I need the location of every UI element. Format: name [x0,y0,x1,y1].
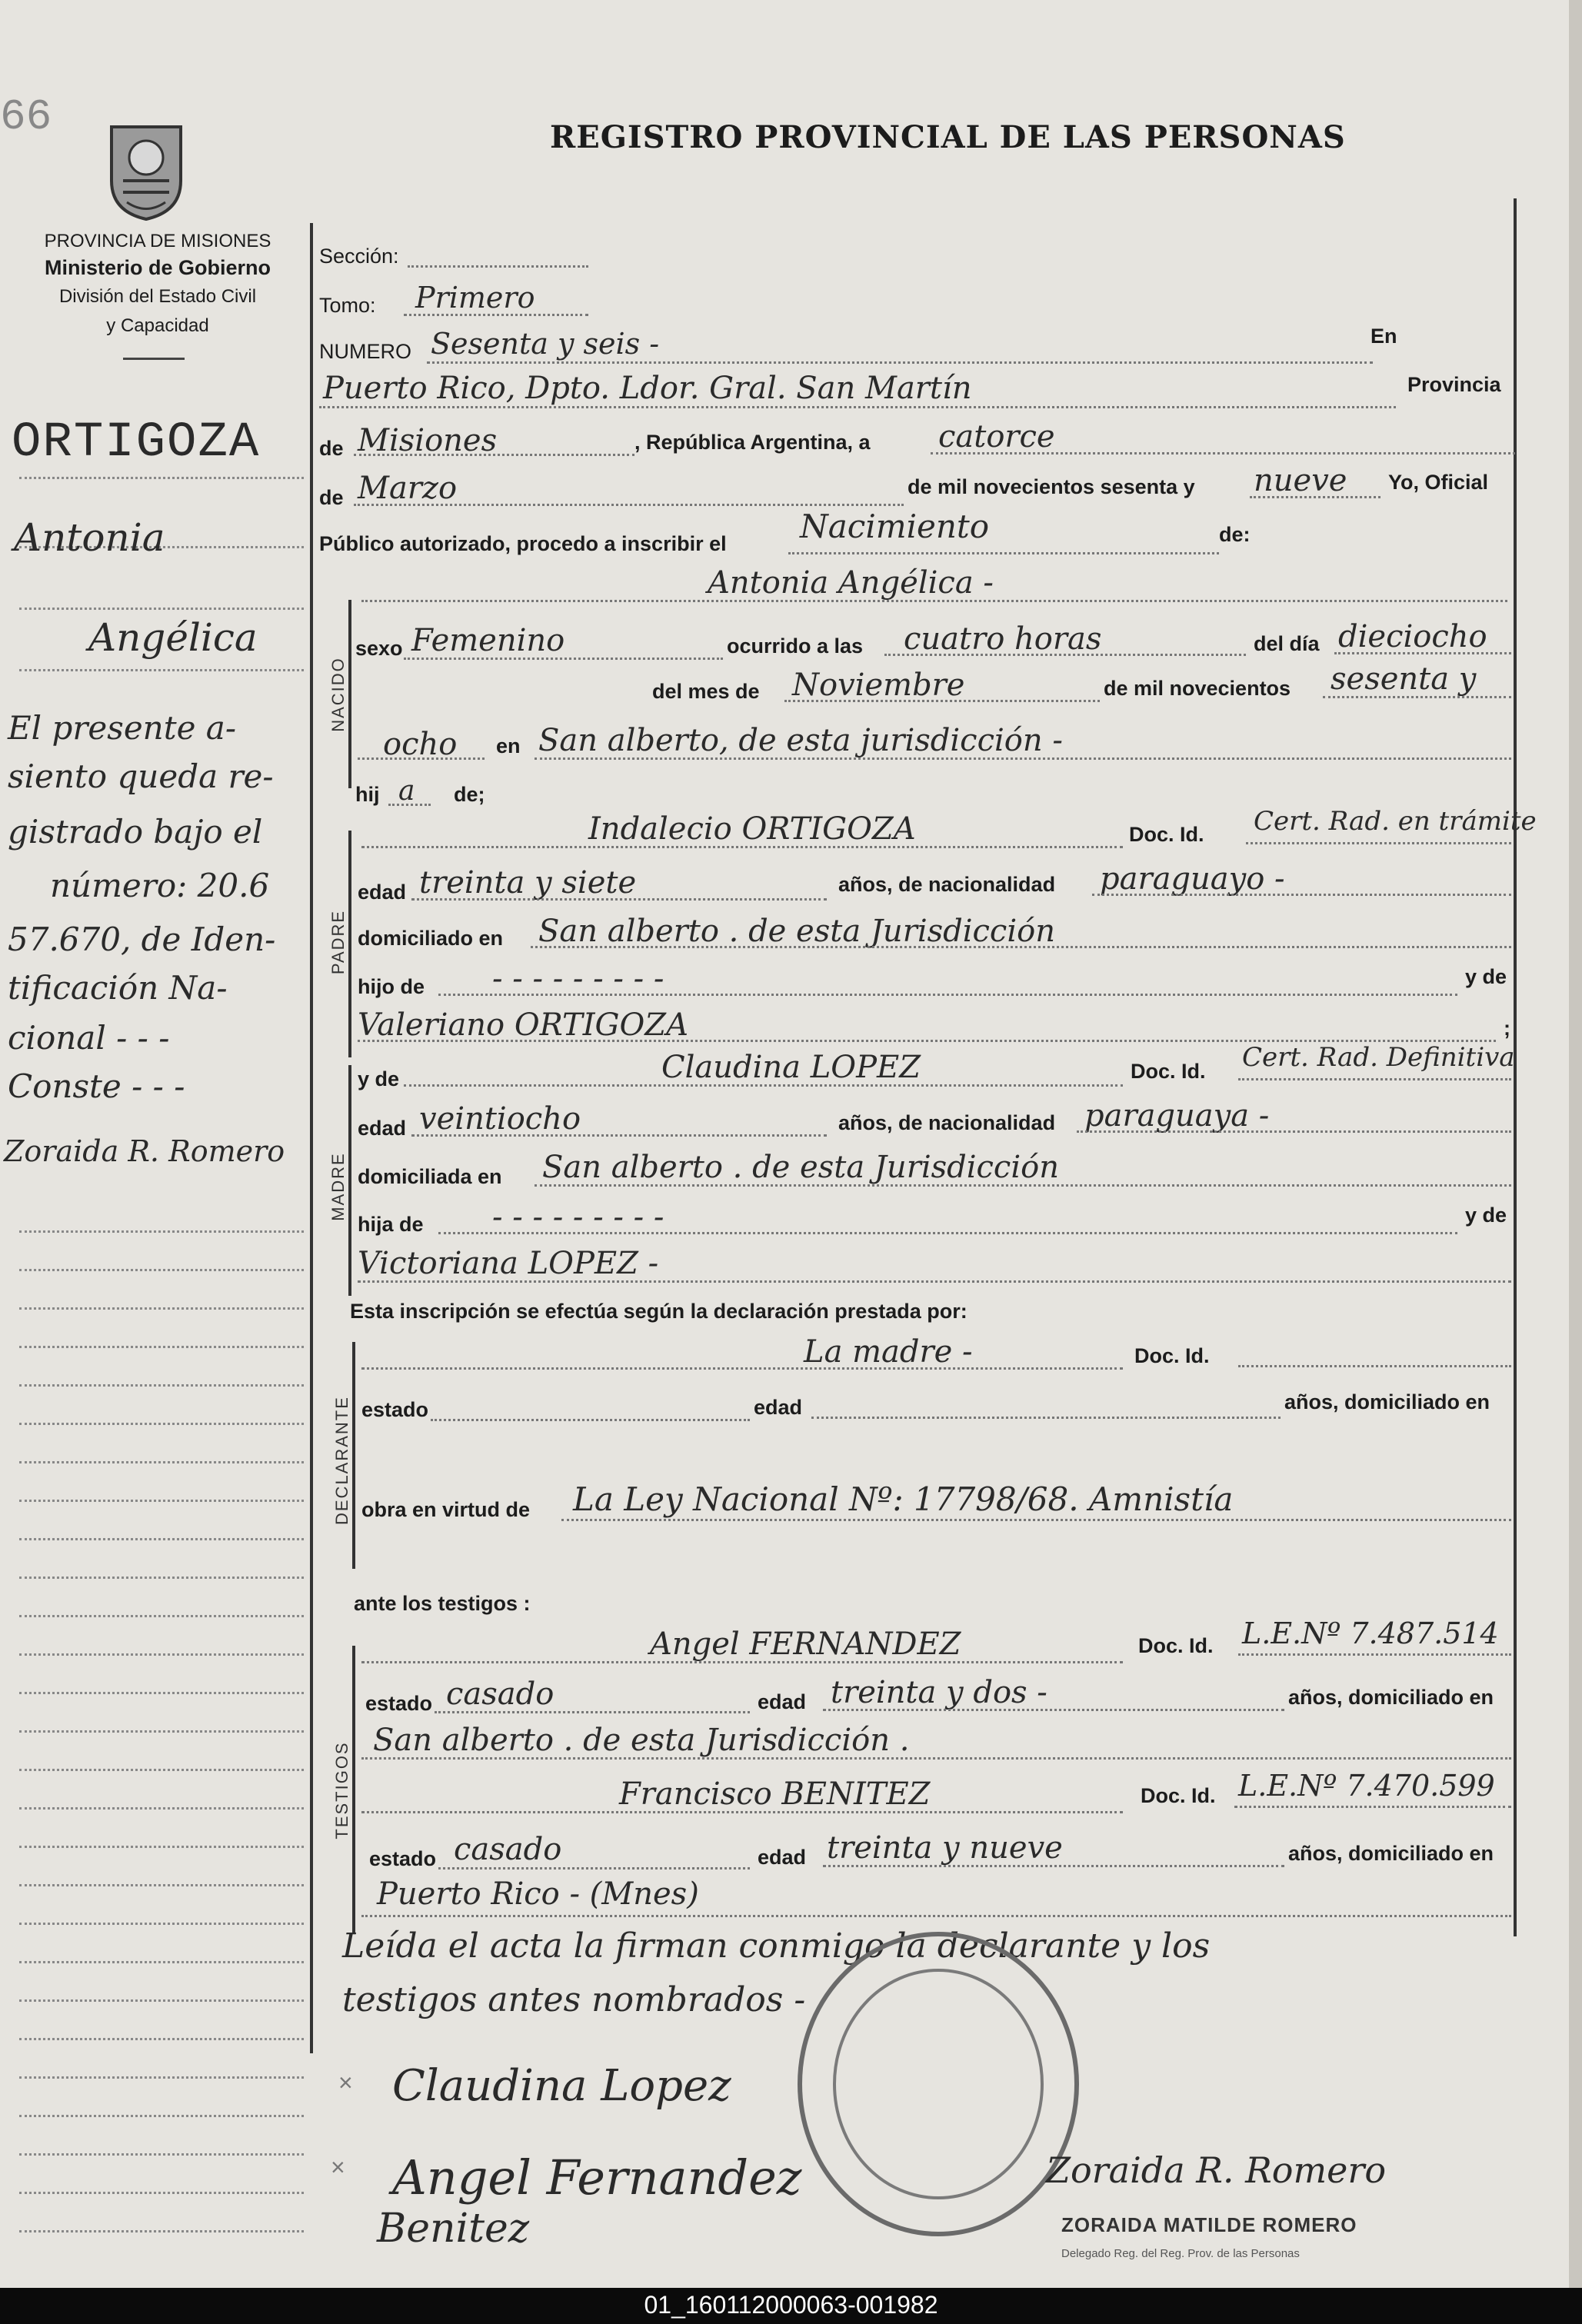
margin-rule [19,2153,304,2156]
officer-stamp-title: Delegado Reg. del Reg. Prov. de las Personas [1061,2247,1300,2260]
margin-rule [19,2038,304,2040]
madre-edad-line [411,1134,827,1137]
testigo1-edad-value: treinta y dos - [831,1675,1047,1710]
testigo1-estado-line [435,1711,750,1713]
madre-edad-label: edad [358,1117,407,1140]
madre-nac-label: años, de nacionalidad [838,1111,1056,1134]
margin-note-line: tificación Na- [8,969,228,1007]
padre-dom-line [531,946,1511,948]
mes-value-nacido: Noviembre [792,668,965,703]
sexo-value: Femenino [411,623,565,658]
margin-rule [19,1653,304,1656]
declarante-edad-line [811,1417,1281,1419]
testigo1-edad-label: edad [758,1690,807,1713]
ocurrido-label: ocurrido a las [727,634,864,658]
hij-line [388,804,431,806]
declarante-estado-label: estado [361,1398,429,1421]
nacido-label: NACIDO [328,657,348,732]
testigo1-dom-line [361,1757,1511,1760]
mes-label: del mes de [652,680,760,703]
margin-first-name: Antonia [14,515,165,560]
provincia-label: Provincia [1407,373,1501,396]
sexo-label: sexo [355,637,403,660]
margin-rule [19,2115,304,2117]
testigo2-estado-label: estado [369,1847,437,1870]
declarante-edad-label: edad [754,1396,803,1419]
madre-label: MADRE [328,1152,348,1221]
madre-bracket [348,1065,351,1296]
signature-officer: Zoraida R. Romero [1046,2149,1387,2191]
seccion-line [408,265,588,268]
margin-rule [19,608,304,610]
form-left-border [310,223,313,2053]
declarante-name-line [361,1367,1123,1370]
margin-rule [19,1577,304,1579]
margin-rule [19,1423,304,1425]
testigo1-edad-line [823,1709,1284,1711]
margin-rule [19,1846,304,1848]
org-ministry: Ministerio de Gobierno [44,256,271,279]
declarante-estado-line [431,1419,750,1421]
coat-of-arms-icon [96,119,196,223]
padre-hijo-value: - - - - - - - - - [492,961,664,997]
madre-yde-label: y de [358,1067,400,1090]
declarante-intro: Esta inscripción se efectúa según la declaración prestada por: [350,1300,968,1323]
padre-edad-line [411,898,827,901]
provincia-line [354,454,634,456]
yo-label: Yo, Oficial [1388,471,1489,494]
margin-rule [19,1461,304,1463]
officer-stamp-name: ZORAIDA MATILDE ROMERO [1061,2213,1357,2236]
madre-dom-label: domiciliada en [358,1165,502,1188]
x-mark: × [331,2153,345,2181]
tomo-label: Tomo: [319,294,376,317]
margin-rule [19,477,304,479]
padre-doc-label: Doc. Id. [1129,823,1204,846]
padre-edad-label: edad [358,881,407,904]
place-line [319,406,1396,408]
nacido-name-line [361,600,1507,602]
padre-nac-value: paraguayo - [1100,861,1285,897]
margin-note-line: cional - - - [8,1019,170,1057]
testigo1-name: Angel FERNANDEZ [650,1626,961,1662]
madre-nac-value: paraguaya - [1084,1098,1270,1134]
padre-parent-value: Valeriano ORTIGOZA [358,1007,688,1043]
declarante-doc-line [1238,1365,1511,1367]
testigo2-name: Francisco BENITEZ [619,1776,931,1812]
margin-note-line: gistrado bajo el [8,813,263,851]
declarante-obra-value: La Ley Nacional Nº: 17798/68. Amnistía [573,1480,1234,1518]
anio-value-nacido-1: sesenta y [1331,661,1477,697]
margin-rule [19,2230,304,2232]
padre-label: PADRE [328,909,348,975]
margin-note-line: Conste - - - [8,1067,185,1105]
testigo2-estado-value: casado [454,1832,562,1867]
testigo2-edad-value: treinta y nueve [827,1830,1063,1866]
declarante-name: La madre - [804,1334,973,1370]
dia-line-nacido [1334,652,1511,654]
testigos-label: TESTIGOS [332,1741,351,1840]
de2-label: de: [1219,523,1251,546]
madre-edad-value: veintiocho [419,1101,581,1137]
closing-line-1: Leída el acta la firman conmigo la declarante y los [342,1926,1211,1966]
margin-signature: Zoraida R. Romero [4,1134,285,1168]
anio-value: nueve [1254,463,1347,498]
mes-line [354,504,904,506]
madre-name: Claudina LOPEZ [661,1050,921,1085]
testigo2-estado-line [438,1867,750,1870]
mil-label: de mil novecientos sesenta y [908,475,1195,498]
acta-value: Nacimiento [800,508,990,545]
declarante-label: DECLARANTE [332,1396,351,1525]
anio-line [1250,496,1381,498]
lugar-line [535,757,1511,760]
padre-dom-value: San alberto . de esta Jurisdicción [538,914,1055,949]
sexo-line [404,658,723,660]
hij-value: a [398,775,415,807]
provincia-value: Misiones [358,423,498,458]
testigo2-doc-line [1234,1806,1511,1808]
numero-label: NUMERO [319,340,411,363]
madre-hija-label: hija de [358,1213,424,1236]
signature-declarante: Claudina Lopez [392,2061,731,2111]
testigo2-dom-value: Puerto Rico - (Mnes) [377,1876,699,1912]
margin-rule [19,1615,304,1617]
padre-dom-label: domiciliado en [358,927,504,950]
hij-de-label: de; [454,783,485,806]
padre-edad-value: treinta y siete [419,865,637,901]
document-title: REGISTRO PROVINCIAL DE LAS PERSONAS [550,119,1346,155]
org-divider [123,358,185,360]
declarante-doc-label: Doc. Id. [1134,1344,1210,1367]
margin-rule [19,1884,304,1886]
signature-testigo-2: Benitez [377,2206,530,2252]
de-label-2: de [319,486,344,509]
testigos-bracket [352,1646,355,1934]
padre-doc-value: Cert. Rad. en trámite [1254,806,1537,837]
margin-note-line: El presente a- [8,709,237,747]
en-label: En [1371,325,1397,348]
declarante-bracket [352,1342,355,1569]
madre-parent-value: Victoriana LOPEZ - [358,1246,659,1281]
testigo1-anios-label: años, domiciliado en [1288,1686,1494,1709]
margin-rule [19,1807,304,1810]
margin-note-line: siento queda re- [8,757,274,795]
footer-id: 01_160112000063-001982 [644,2291,938,2319]
lugar-value: San alberto, de esta jurisdicción - [538,723,1063,758]
padre-doc-line [1246,842,1511,844]
margin-rule [19,1538,304,1540]
anio-line-nacido [1323,696,1511,698]
margin-note-line: 57.670, de Iden- [8,921,276,958]
padre-bracket [348,831,351,1057]
mes-value: Marzo [358,471,458,506]
place-value: Puerto Rico, Dpto. Ldor. Gral. San Martín [323,371,972,406]
padre-hijo-label: hijo de [358,975,425,998]
x-mark: × [338,2069,353,2096]
testigo1-doc-line [1238,1653,1511,1656]
margin-rule [19,1230,304,1233]
hora-value: cuatro horas [904,621,1102,657]
madre-doc-line [1238,1078,1511,1080]
hora-line [884,654,1246,656]
page-number: 66 [0,92,52,142]
margin-rule [19,1346,304,1348]
nacido-bracket [348,600,351,788]
page-edge [1569,0,1582,2288]
footer-bar [0,2288,1582,2324]
padre-nac-label: años, de nacionalidad [838,873,1056,896]
hij-label: hij [355,783,380,806]
margin-rule [19,1923,304,1925]
en-label-nacido: en [496,734,521,757]
dia-line [931,452,1515,454]
madre-hija-value: - - - - - - - - - [492,1200,664,1235]
madre-dom-line [535,1184,1511,1187]
republica-label: , República Argentina, a [634,431,871,454]
org-division: División del Estado Civil [58,286,257,307]
dia-value-nacido: dieciocho [1338,619,1487,654]
mes-line-nacido [784,700,1100,702]
margin-rule [19,2076,304,2079]
padre-yde-label: y de [1465,965,1507,988]
de-label: de [319,437,344,460]
testigo1-estado-value: casado [446,1676,555,1712]
padre-nac-line [1092,894,1511,896]
margin-rule [19,1999,304,2002]
testigo1-estado-label: estado [365,1692,433,1715]
testigo2-name-line [361,1811,1123,1813]
publico-label: Público autorizado, procedo a inscribir el [319,532,727,555]
testigo2-edad-label: edad [758,1846,807,1869]
tomo-value: Primero [415,281,535,315]
signature-testigo-1: Angel Fernandez [392,2149,802,2206]
margin-rule [19,1307,304,1310]
madre-doc-label: Doc. Id. [1131,1060,1206,1083]
padre-name: Indalecio ORTIGOZA [588,811,916,847]
official-seal-icon [784,1923,1092,2246]
testigo2-edad-line [823,1865,1284,1867]
dia-value: catorce [938,419,1055,454]
seccion-label: Sección: [319,245,399,268]
margin-rule [19,669,304,671]
madre-hija-line [438,1232,1457,1234]
madre-nac-line [1077,1130,1511,1133]
testigo2-dom-line [361,1915,1511,1917]
declarante-obra-line [561,1519,1511,1521]
anio2-line [358,757,485,760]
madre-yde2-label: y de [1465,1204,1507,1227]
madre-parent-line [358,1280,1511,1283]
testigos-intro: ante los testigos : [354,1592,531,1615]
margin-rule [19,2192,304,2194]
margin-rule [19,1730,304,1733]
padre-semicolon: ; [1504,1017,1510,1040]
mil-label-nacido: de mil novecientos [1104,677,1291,700]
margin-second-name: Angélica [88,615,258,660]
madre-dom-value: San alberto . de esta Jurisdicción [542,1150,1059,1185]
margin-surname: ORTIGOZA [12,415,261,471]
madre-name-line [404,1084,1123,1087]
testigo2-doc-label: Doc. Id. [1141,1784,1216,1807]
margin-rule [19,1384,304,1387]
closing-line-2: testigos antes nombrados - [342,1980,806,2019]
testigo2-anios-label: años, domiciliado en [1288,1842,1494,1865]
numero-value: Sesenta y seis - [431,327,660,361]
numero-line [427,361,1373,364]
madre-doc-value: Cert. Rad. Definitiva [1242,1042,1515,1073]
margin-note-line: número: 20.6 [50,867,270,904]
margin-rule [19,1961,304,1963]
testigo1-doc-label: Doc. Id. [1138,1634,1214,1657]
dia-label: del día [1254,632,1320,655]
testigo2-doc-value: L.E.Nº 7.470.599 [1238,1769,1495,1803]
padre-hijo-line [438,994,1457,996]
margin-rule [19,1269,304,1271]
margin-rule [19,1500,304,1502]
padre-name-line [361,846,1123,848]
anio-value-nacido-2: ocho [383,727,458,762]
declarante-anios-label: años, domiciliado en [1284,1390,1490,1413]
testigo1-name-line [361,1661,1123,1663]
org-capacity: y Capacidad [106,315,209,336]
testigo1-dom-value: San alberto . de esta Jurisdicción . [373,1723,910,1758]
declarante-obra-label: obra en virtud de [361,1498,531,1521]
nacido-name: Antonia Angélica - [708,565,994,601]
margin-rule [19,1692,304,1694]
acta-line [788,552,1219,554]
testigo1-doc-value: L.E.Nº 7.487.514 [1242,1616,1499,1650]
margin-rule [19,1769,304,1771]
org-province: PROVINCIA DE MISIONES [44,231,271,251]
